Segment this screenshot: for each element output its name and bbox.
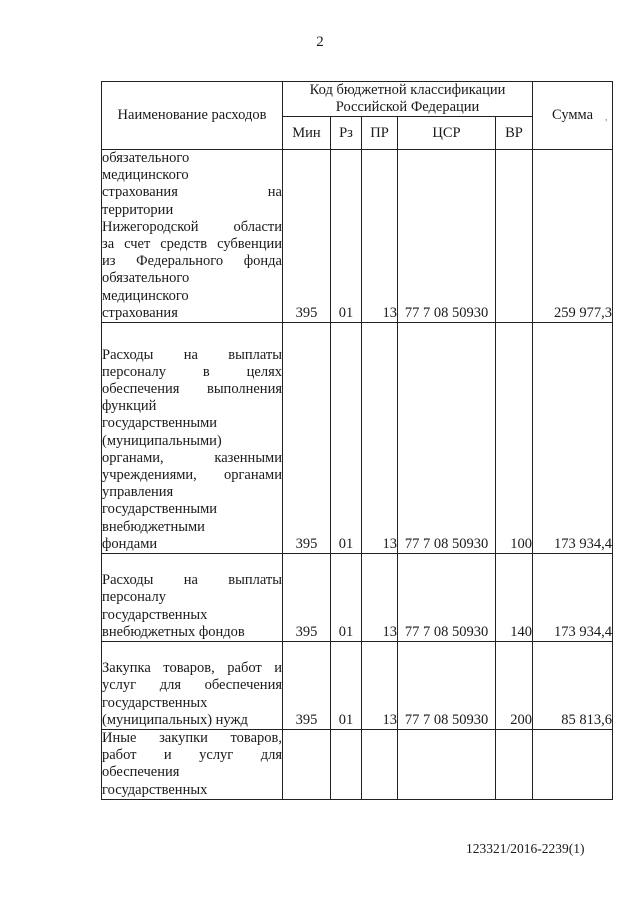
csr-code — [398, 730, 496, 800]
expense-name-line: внебюджетных фондов — [102, 623, 245, 640]
expense-name-line: Закупка товаров, работ и — [102, 660, 282, 677]
table-row — [102, 150, 613, 323]
expense-name-line: персоналу — [102, 589, 166, 606]
vr-code: 100 — [496, 323, 533, 554]
vr-code: 140 — [496, 554, 533, 642]
expense-name-line: персоналу в целях — [102, 363, 282, 380]
table-row — [102, 642, 613, 730]
expense-name-line: территории — [102, 201, 174, 218]
amount: 173 934,4 — [533, 554, 613, 642]
pr-code: 13 — [362, 554, 398, 642]
stray-mark: ' — [605, 118, 608, 129]
csr-code: 77 7 08 50930 — [398, 150, 496, 323]
expense-name-line: управления — [102, 484, 174, 501]
expense-name — [102, 554, 283, 642]
expense-name-line: государственных — [102, 694, 208, 711]
csr-code: 77 7 08 50930 — [398, 554, 496, 642]
expense-name-line: за счет средств субвенции — [102, 236, 282, 253]
amount: 259 977,3 — [533, 150, 613, 323]
min-code: 395 — [283, 554, 331, 642]
amount: 173 934,4 — [533, 323, 613, 554]
pr-code: 13 — [362, 642, 398, 730]
expense-name-line: (муниципальными) — [102, 432, 222, 449]
page-number: 2 — [316, 34, 324, 50]
expense-name-line: Иные закупки товаров, — [102, 730, 282, 747]
vr-code: 200 — [496, 642, 533, 730]
amount: 85 813,6 — [533, 642, 613, 730]
header-sum-label: Сумма — [552, 107, 594, 123]
expense-name-line: государственных — [102, 781, 208, 798]
min-code: 395 — [283, 323, 331, 554]
csr-code: 77 7 08 50930 — [398, 642, 496, 730]
min-code: 395 — [283, 642, 331, 730]
table-row — [102, 323, 613, 554]
vr-code — [496, 730, 533, 800]
rz-code: 01 — [331, 150, 362, 323]
expense-name-line: органами, казенными — [102, 449, 282, 466]
expense-name-line: обеспечения выполнения — [102, 381, 282, 397]
csr-code: 77 7 08 50930 — [398, 323, 496, 554]
header-pr: ПР — [362, 117, 398, 150]
header-csr: ЦСР — [398, 117, 496, 150]
header-code-group: Код бюджетной классификации Российской Федерации — [283, 82, 533, 117]
pr-code — [362, 730, 398, 800]
header-rz: Рз — [331, 117, 362, 150]
expense-name — [102, 150, 283, 323]
header-vr: ВР — [496, 117, 533, 150]
expense-name-line: обязательного — [102, 150, 190, 166]
expense-name-line: страхования на — [102, 184, 282, 201]
expense-name-line: услуг для обеспечения — [102, 677, 282, 694]
expense-name-line: обеспечения — [102, 764, 180, 781]
expense-name-line: работ и услуг для — [102, 747, 282, 764]
expense-name — [102, 730, 283, 800]
expense-name-line: государственных — [102, 606, 208, 623]
header-min: Мин — [283, 117, 331, 150]
pr-code: 13 — [362, 150, 398, 323]
rz-code: 01 — [331, 554, 362, 642]
rz-code: 01 — [331, 323, 362, 554]
min-code — [283, 730, 331, 800]
document-code: 123321/2016-2239(1) — [466, 841, 585, 856]
min-code: 395 — [283, 150, 331, 323]
expense-name-line: страхования — [102, 304, 178, 321]
amount — [533, 730, 613, 800]
table-row — [102, 730, 613, 800]
pr-code: 13 — [362, 323, 398, 554]
header-sum — [533, 82, 613, 150]
budget-table — [101, 81, 613, 800]
rz-code — [331, 730, 362, 800]
expense-name-line: государственными — [102, 415, 218, 432]
table-body — [102, 150, 613, 800]
header-name: Наименование расходов — [102, 82, 283, 150]
expense-name-line: Расходы на выплаты — [102, 572, 282, 589]
expense-name-line: медицинского — [102, 287, 189, 304]
expense-name-line: медицинского — [102, 167, 189, 184]
expense-name — [102, 323, 283, 554]
expense-name-line: внебюджетными — [102, 518, 205, 535]
expense-name-line: из Федерального фонда — [102, 253, 282, 270]
vr-code — [496, 150, 533, 323]
expense-name-line: Нижегородской области — [102, 218, 282, 235]
expense-name-line: фондами — [102, 535, 158, 552]
expense-name-line: функций — [102, 398, 157, 415]
expense-name-line: учреждениями, органами — [102, 467, 282, 484]
expense-name-line: (муниципальных) нужд — [102, 711, 248, 728]
expense-name-line: обязательного — [102, 270, 190, 287]
table-row — [102, 554, 613, 642]
expense-name — [102, 642, 283, 730]
expense-name-line: государственными — [102, 501, 218, 518]
rz-code: 01 — [331, 642, 362, 730]
expense-name-line: Расходы на выплаты — [102, 346, 282, 363]
